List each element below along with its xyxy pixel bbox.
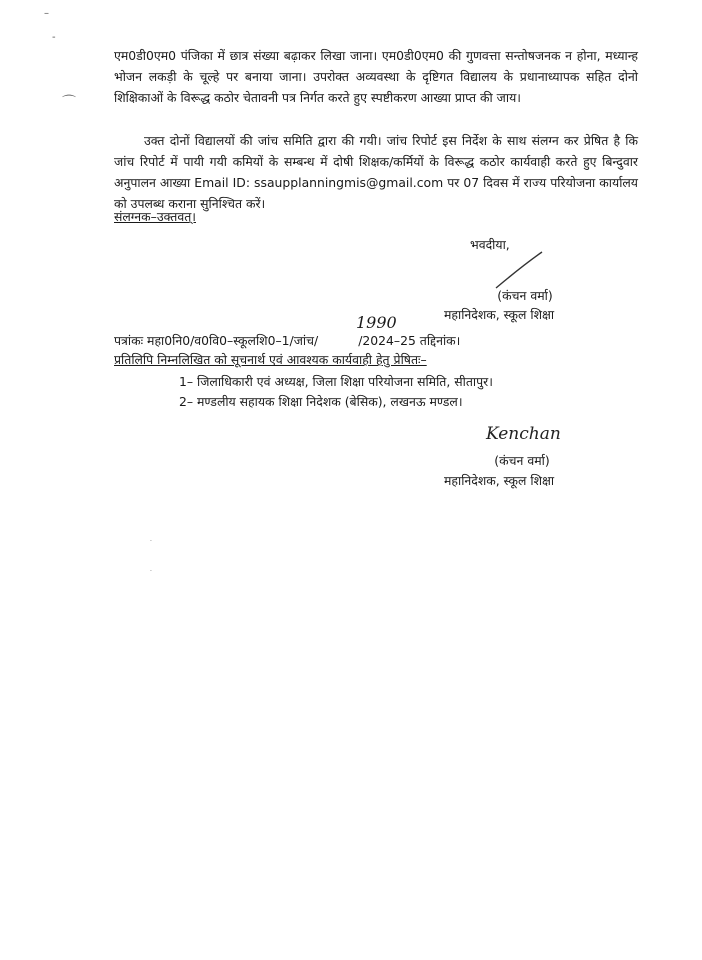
letter-ref-prefix: पत्रांकः महा0नि0/व0वि0–स्कूलशि0–1/जांच/ [114, 333, 319, 348]
signatory-designation-1: महानिदेशक, स्कूल शिक्षा [444, 307, 555, 322]
body-paragraph-1: एम0डी0एम0 पंजिका में छात्र संख्या बढ़ाकर लिखा जाना। एम0डी0एम0 की गुणवत्ता सन्तोषजनक न होना, मध्यान्ह भोजन लकड़ी के चूल्हे पर बनाया जाना। उपरोक्त अव्यवस्था के दृष्टिगत विद्यालय के प्रधानाध्यापक सहित दोनो शिक्षिकाओं के विरूद्ध कठोर चेतावनी पत्र निर्गत करते हुए स्पष्टीकरण आख्या प्राप्त की जाय। [114, 48, 638, 105]
scan-mark: ⌒ [62, 95, 76, 111]
letter-ref-suffix: /2024–25 तद्दिनांक। [358, 333, 461, 348]
closing-salutation: भवदीया, [470, 237, 510, 252]
handwritten-letter-number: 1990 [356, 313, 397, 332]
copy-heading: प्रतिलिपि निम्नलिखित को सूचनार्थ एवं आवश्यक कार्यवाही हेतु प्रेषितः– [114, 352, 427, 367]
scan-speck: · [150, 568, 152, 575]
copy-list-item: 2– मण्डलीय सहायक शिक्षा निदेशक (बेसिक), लखनऊ मण्डल। [179, 394, 463, 409]
signatory-designation-2: महानिदेशक, स्कूल शिक्षा [444, 473, 555, 488]
scan-speck: · [150, 538, 152, 545]
letter-reference [114, 331, 460, 351]
handwritten-signature-2: Kenchan [486, 424, 561, 444]
signatory-name-2: (कंचन वर्मा) [494, 453, 550, 468]
enclosure-line: संलग्नक–उक्तवत्। [114, 209, 196, 224]
copy-list-item: 1– जिलाधिकारी एवं अध्यक्ष, जिला शिक्षा परियोजना समिति, सीतापुर। [179, 374, 493, 389]
signatory-name-1: (कंचन वर्मा) [497, 288, 553, 303]
scan-mark: – [44, 8, 49, 19]
scan-mark: - [52, 32, 56, 43]
body-paragraph-2: उक्त दोनों विद्यालयों की जांच समिति द्वारा की गयी। जांच रिपोर्ट इस निर्देश के साथ संलग्न कर प्रेषित है कि जांच रिपोर्ट में पायी गयी कमियों के सम्बन्ध में दोषी शिक्षक/कर्मियों के विरूद्ध कठोर कार्यवाही करते हुए बिन्दुवार अनुपालन आख्या Email ID: ssaupplanningmis@gmail.com पर 07 दिवस में राज्य परियोजना कार्यालय को उपलब्ध कराना सुनिश्चित करें। [114, 133, 638, 211]
